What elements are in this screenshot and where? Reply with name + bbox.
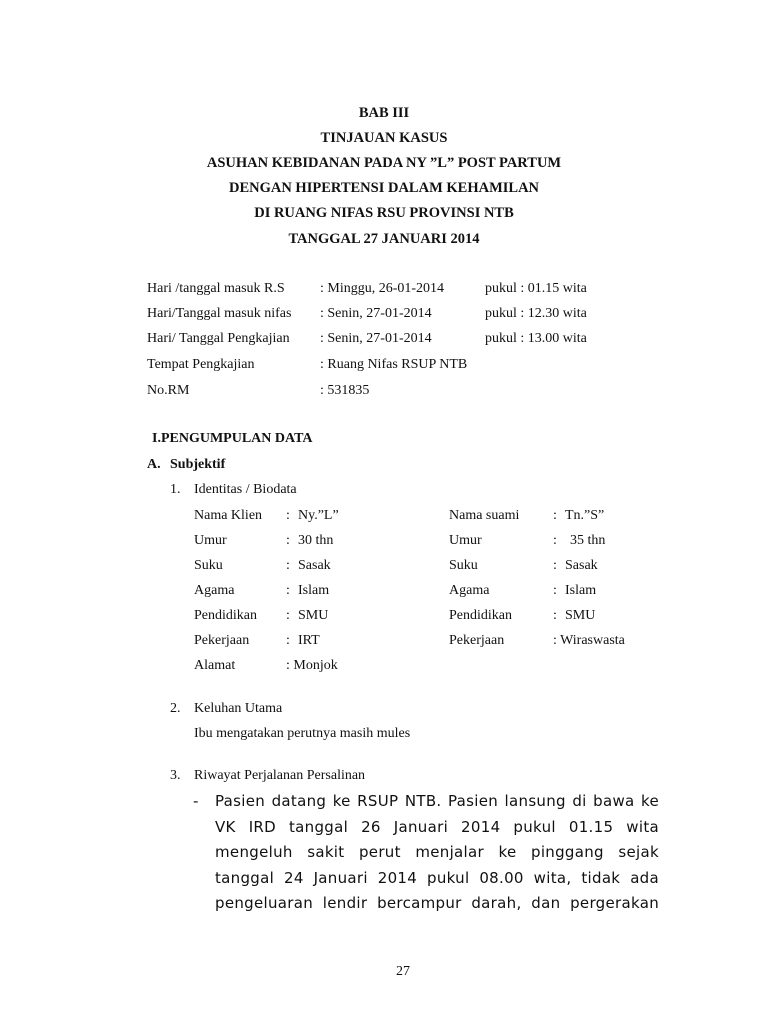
biodata-label: Suku: [194, 558, 223, 573]
biodata-label: Pendidikan: [194, 608, 257, 623]
info-value: : Senin, 27-01-2014: [320, 331, 432, 346]
list-bullet: -: [193, 792, 199, 810]
biodata-label: Nama suami: [449, 508, 520, 523]
title-line-1: ASUHAN KEBIDANAN PADA NY ”L” POST PARTUM: [206, 155, 562, 171]
biodata-label: Pendidikan: [449, 608, 512, 623]
info-label: No.RM: [147, 383, 190, 398]
biodata-colon: :: [286, 558, 290, 573]
info-label: Hari/Tanggal masuk nifas: [147, 306, 292, 321]
info-time: pukul : 12.30 wita: [485, 306, 587, 321]
title-line-3: DI RUANG NIFAS RSU PROVINSI NTB: [254, 205, 514, 221]
biodata-value: SMU: [565, 608, 596, 623]
biodata-label: Umur: [194, 533, 227, 548]
item-title: Keluhan Utama: [194, 701, 283, 716]
biodata-colon: :: [553, 608, 557, 623]
biodata-value: Islam: [565, 583, 597, 598]
paragraph-line: pengeluaran lendir bercampur darah, dan pergerakan: [215, 894, 659, 912]
chapter-subtitle: TINJAUAN KASUS: [320, 130, 448, 146]
title-date: TANGGAL 27 JANUARI 2014: [288, 231, 480, 247]
biodata-colon: :: [553, 583, 557, 598]
page-number: 27: [396, 964, 410, 979]
subsection-heading: Subjektif: [170, 457, 226, 472]
biodata-value: 30 thn: [298, 533, 334, 548]
biodata-label: Agama: [449, 583, 490, 598]
info-value: : Minggu, 26-01-2014: [320, 281, 445, 296]
biodata-colon: :: [286, 608, 290, 623]
biodata-label: Pekerjaan: [449, 633, 505, 648]
info-value: : 531835: [320, 383, 370, 398]
biodata-label: Nama Klien: [194, 508, 263, 523]
info-label: Hari/ Tanggal Pengkajian: [147, 331, 290, 346]
title-line-2: DENGAN HIPERTENSI DALAM KEHAMILAN: [228, 180, 540, 196]
info-label: Hari /tanggal masuk R.S: [147, 281, 285, 296]
biodata-label: Umur: [449, 533, 482, 548]
biodata-value: Sasak: [298, 558, 331, 573]
biodata-value: Tn.”S”: [565, 508, 605, 523]
paragraph-line: VK IRD tanggal 26 Januari 2014 pukul 01.15 wita: [215, 817, 659, 836]
biodata-value: Sasak: [565, 558, 598, 573]
subsection-letter: A.: [147, 457, 161, 472]
biodata-colon: :: [286, 633, 290, 648]
section-heading: I.PENGUMPULAN DATA: [152, 431, 313, 446]
biodata-colon-value: : Monjok: [286, 658, 338, 673]
biodata-value: Islam: [298, 583, 330, 598]
biodata-colon: :: [553, 508, 557, 523]
biodata-value: SMU: [298, 608, 329, 623]
biodata-colon-value: : Wiraswasta: [553, 633, 625, 648]
riwayat-paragraph: [215, 789, 659, 917]
biodata-value: Ny.”L”: [298, 508, 339, 523]
info-time: pukul : 13.00 wita: [485, 331, 587, 346]
info-label: Tempat Pengkajian: [147, 357, 255, 372]
item-number: 1.: [170, 482, 181, 497]
item-title: Riwayat Perjalanan Persalinan: [194, 768, 366, 783]
paragraph-line: Pasien datang ke RSUP NTB. Pasien lansung di bawa ke: [215, 792, 659, 810]
biodata-colon: :: [286, 533, 290, 548]
info-value: : Ruang Nifas RSUP NTB: [320, 357, 468, 372]
item-number: 2.: [170, 701, 181, 716]
biodata-value: 35 thn: [570, 533, 606, 548]
biodata-colon: :: [286, 583, 290, 598]
paragraph-line: mengeluh sakit perut menjalar ke pinggang sejak: [215, 843, 659, 861]
item-title: Identitas / Biodata: [194, 482, 297, 497]
biodata-label: Suku: [449, 558, 478, 573]
item-number: 3.: [170, 768, 181, 783]
paragraph-line: tanggal 24 Januari 2014 pukul 08.00 wita, tidak ada: [215, 868, 659, 887]
biodata-label: Agama: [194, 583, 235, 598]
info-value: : Senin, 27-01-2014: [320, 306, 432, 321]
biodata-label: Pekerjaan: [194, 633, 250, 648]
biodata-label: Alamat: [194, 658, 236, 673]
chapter-heading: BAB III: [358, 105, 410, 121]
info-time: pukul : 01.15 wita: [485, 281, 587, 296]
item-text: Ibu mengatakan perutnya masih mules: [194, 726, 411, 741]
biodata-colon: :: [553, 558, 557, 573]
biodata-colon: :: [286, 508, 290, 523]
biodata-colon: :: [553, 533, 557, 548]
biodata-value: IRT: [298, 633, 320, 648]
